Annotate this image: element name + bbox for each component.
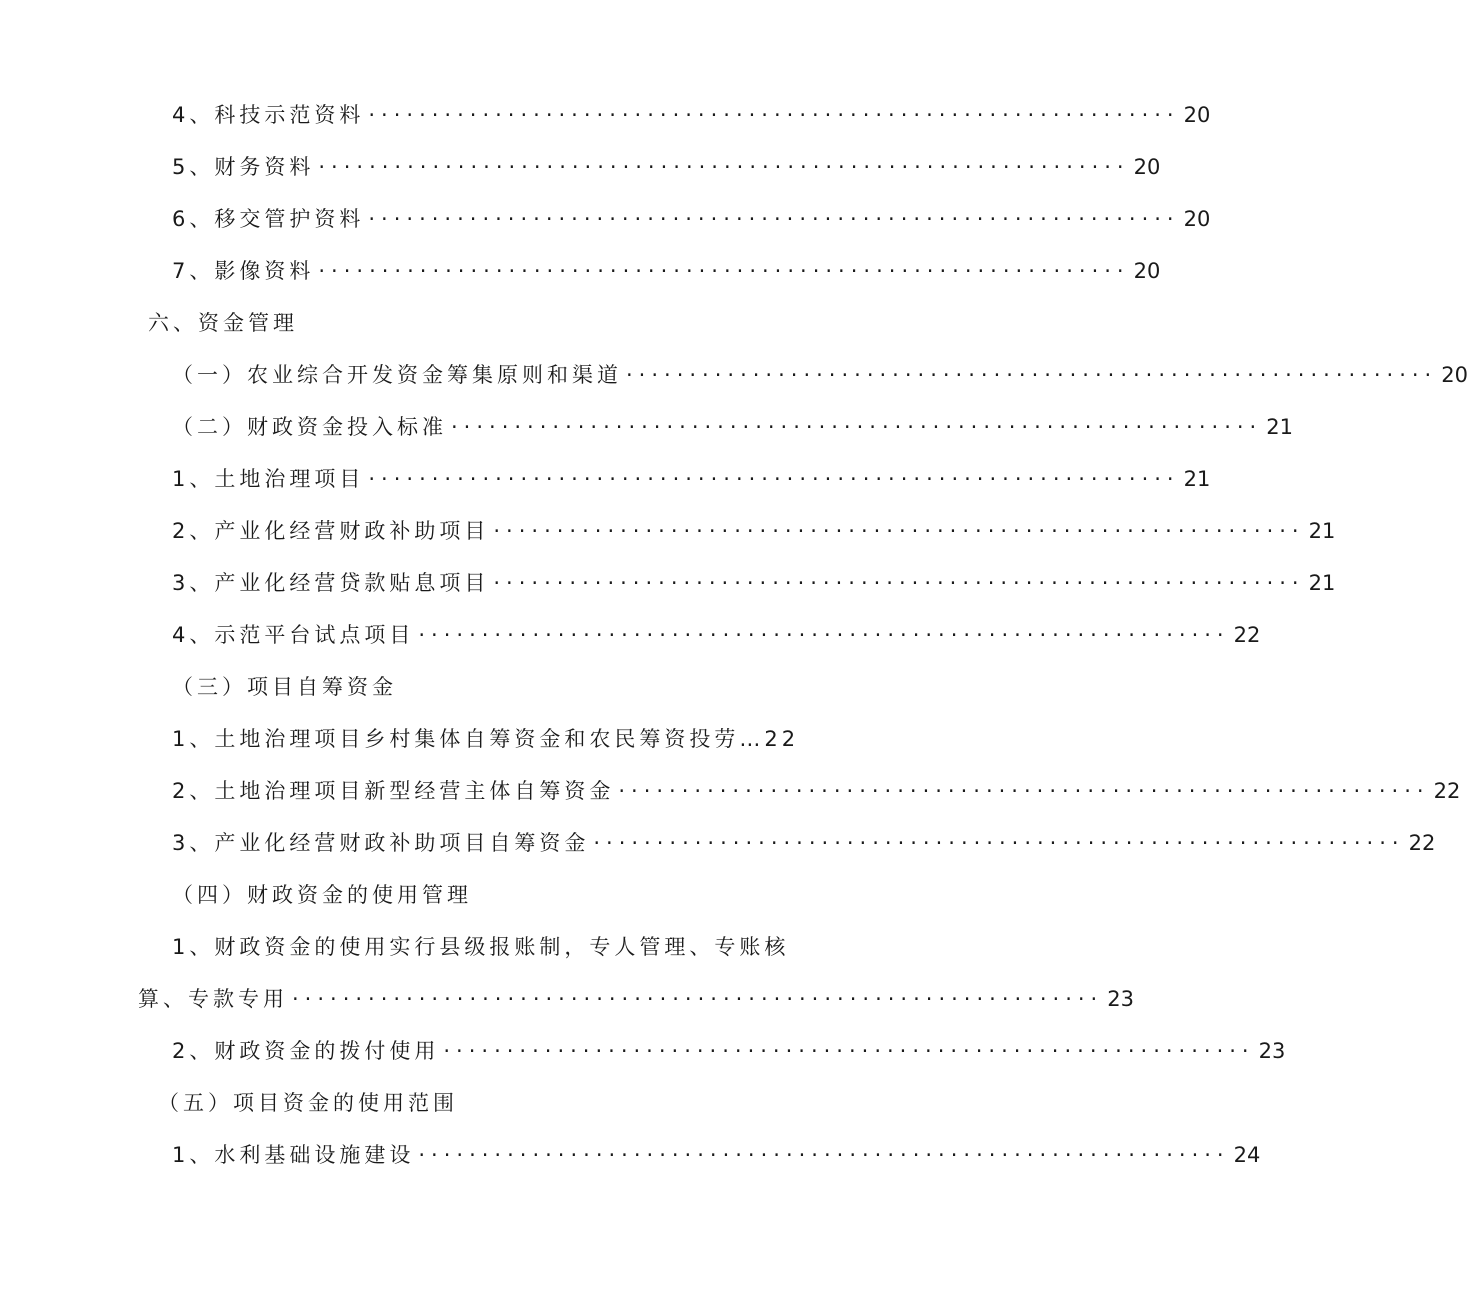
toc-entry-text: 4、示范平台试点项目 xyxy=(172,623,415,647)
toc-page-number: 21 xyxy=(1308,571,1336,595)
toc-entry[interactable] xyxy=(172,254,1161,288)
toc-entry[interactable] xyxy=(172,462,1211,496)
toc-entry[interactable] xyxy=(172,150,1161,184)
dot-leader: ································································ xyxy=(368,103,1180,127)
toc-entry[interactable] xyxy=(172,774,1461,808)
dot-leader: ································································ xyxy=(626,363,1438,387)
dot-leader: ································································ xyxy=(368,467,1180,491)
toc-page-number: 22 xyxy=(1433,779,1461,803)
dot-leader: ································································ xyxy=(418,1143,1230,1167)
toc-page-number: 20 xyxy=(1441,363,1468,387)
toc-entry-text: 1、土地治理项目 xyxy=(172,467,365,491)
toc-entry-text: 3、产业化经营贷款贴息项目 xyxy=(172,571,490,595)
dot-leader: ································································ xyxy=(618,779,1430,803)
dot-leader: ································································ xyxy=(593,831,1405,855)
toc-page-number: 21 xyxy=(1183,467,1211,491)
toc-entry-text: （二）财政资金投入标准 xyxy=(172,415,447,439)
toc-entry[interactable] xyxy=(172,98,1211,132)
toc-subsection-heading[interactable]: （五）项目资金的使用范围 xyxy=(158,1091,458,1115)
toc-entry[interactable] xyxy=(172,566,1336,600)
dot-leader: ································································ xyxy=(451,415,1263,439)
toc-page-number: 23 xyxy=(1107,987,1134,1011)
toc-entry[interactable] xyxy=(172,618,1261,652)
toc-section-heading[interactable]: 六、资金管理 xyxy=(148,311,298,335)
dot-leader: ································································ xyxy=(418,623,1230,647)
toc-page-number: 20 xyxy=(1183,103,1211,127)
toc-page-number: 22 xyxy=(1408,831,1436,855)
toc-page-number: 23 xyxy=(1258,1039,1286,1063)
toc-entry-wrapped-line1[interactable]: 1、财政资金的使用实行县级报账制，专人管理、专账核 xyxy=(172,935,790,959)
dot-leader: ································································ xyxy=(318,155,1130,179)
toc-entry[interactable] xyxy=(138,982,1134,1016)
toc-page-number: 20 xyxy=(1133,259,1161,283)
toc-entry[interactable] xyxy=(172,826,1436,860)
dot-leader: ································································ xyxy=(443,1039,1255,1063)
toc-entry-text: 1、水利基础设施建设 xyxy=(172,1143,415,1167)
toc-entry-text: 4、科技示范资料 xyxy=(172,103,365,127)
toc-entry-text: 5、财务资料 xyxy=(172,155,315,179)
toc-entry-text: （一）农业综合开发资金筹集原则和渠道 xyxy=(172,363,622,387)
toc-entry[interactable] xyxy=(172,202,1211,236)
toc-entry[interactable] xyxy=(172,1034,1286,1068)
toc-page-number: 24 xyxy=(1233,1143,1261,1167)
dot-leader: ································································ xyxy=(493,519,1305,543)
toc-entry[interactable] xyxy=(172,410,1293,444)
toc-page-number: 20 xyxy=(1133,155,1161,179)
dot-leader: ································································ xyxy=(318,259,1130,283)
toc-entry-text: 6、移交管护资料 xyxy=(172,207,365,231)
toc-entry-text: 3、产业化经营财政补助项目自筹资金 xyxy=(172,831,590,855)
toc-page-number: 21 xyxy=(1308,519,1336,543)
dot-leader: ································································ xyxy=(493,571,1305,595)
toc-entry[interactable] xyxy=(172,514,1336,548)
toc-entry-text: 算、专款专用 xyxy=(138,987,288,1011)
toc-entry-text: 2、财政资金的拨付使用 xyxy=(172,1039,440,1063)
toc-subsection-heading[interactable]: （三）项目自筹资金 xyxy=(172,675,397,699)
toc-entry-text: 2、土地治理项目新型经营主体自筹资金 xyxy=(172,779,615,803)
toc-entry[interactable] xyxy=(172,1138,1261,1172)
toc-page-number: 20 xyxy=(1183,207,1211,231)
toc-entry-text: 7、影像资料 xyxy=(172,259,315,283)
dot-leader: ································································ xyxy=(368,207,1180,231)
dot-leader: ································································ xyxy=(292,987,1104,1011)
toc-page-number: 22 xyxy=(1233,623,1261,647)
toc-subsection-heading[interactable]: （四）财政资金的使用管理 xyxy=(172,883,472,907)
toc-entry[interactable] xyxy=(172,358,1468,392)
toc-page-number: 21 xyxy=(1266,415,1293,439)
toc-entry-text: 2、产业化经营财政补助项目 xyxy=(172,519,490,543)
toc-entry-overflow[interactable]: 1、土地治理项目乡村集体自筹资金和农民筹资投劳…22 xyxy=(172,727,800,751)
